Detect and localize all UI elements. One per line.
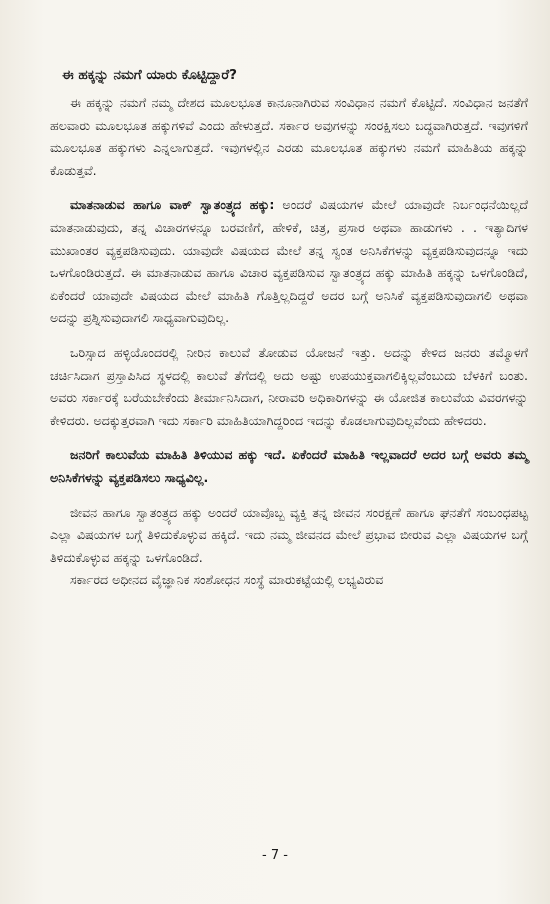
paragraph-freedom-of-speech bbox=[50, 194, 528, 330]
paragraph-right-to-life: ಜೀವನ ಹಾಗೂ ಸ್ವಾತಂತ್ರ್ಯದ ಹಕ್ಕು ಅಂದರೆ ಯಾವೊಬ್ಬ ವ್ಯಕ್ತಿ ತನ್ನ ಜೀವನ ಸಂರಕ್ಷಣೆ ಹಾಗೂ ಘನತೆಗೆ ಸಂಬಂಧಪಟ್ಟ ಎಲ್ಲಾ ವಿಷಯಗಳ ಬಗ್ಗೆ ತಿಳಿದುಕೊಳ್ಳುವ ಹಕ್ಕಿದೆ. ಇದು ನಮ್ಮ ಜೀವನದ ಮೇಲೆ ಪ್ರಭಾವ ಬೀರುವ ಎಲ್ಲಾ ವಿಷಯಗಳ ಬಗ್ಗೆ ತಿಳಿದುಕೊಳ್ಳುವ ಹಕ್ಕನ್ನು ಒಳಗೊಂಡಿದೆ. bbox=[50, 504, 528, 565]
paragraph-constitution: ಈ ಹಕ್ಕನ್ನು ನಮಗೆ ನಮ್ಮ ದೇಶದ ಮೂಲಭೂತ ಕಾನೂನಾಗಿರುವ ಸಂವಿಧಾನ ನಮಗೆ ಕೊಟ್ಟಿದೆ. ಸಂವಿಧಾನ ಜನತೆಗೆ ಹಲವಾರು ಮೂಲಭೂತ ಹಕ್ಕುಗಳಿವೆ ಎಂದು ಹೇಳುತ್ತದೆ. ಸರ್ಕಾರ ಅವುಗಳನ್ನು ಸಂರಕ್ಷಿಸಲು ಬದ್ಧವಾಗಿರುತ್ತದೆ. ಇವುಗಳಿಗೆ ಮೂಲಭೂತ ಹಕ್ಕುಗಳು ಎನ್ನಲಾಗುತ್ತದೆ. ಇವುಗಳಲ್ಲಿನ ಎರಡು ಮೂಲಭೂತ ಹಕ್ಕುಗಳು ನಮಗೆ ಮಾಹಿತಿಯ ಹಕ್ಕನ್ನು ಕೊಡುತ್ತವೆ. bbox=[50, 95, 528, 178]
paragraph-right-to-canal-info: ಜನರಿಗೆ ಕಾಲುವೆಯ ಮಾಹಿತಿ ತಿಳಿಯುವ ಹಕ್ಕು ಇದೆ. ಏಕೆಂದರೆ ಮಾಹಿತಿ ಇಲ್ಲವಾದರೆ ಅದರ ಬಗ್ಗೆ ಅವರು ತಮ್ಮ ಅನಿಸಿಕೆಗಳನ್ನು ವ್ಯಕ್ತಪಡಿಸಲು ಸಾಧ್ಯವಿಲ್ಲ. bbox=[50, 447, 528, 485]
paragraph-text-freedom-of-speech: ಅಂದರೆ ವಿಷಯಗಳ ಮೇಲೆ ಯಾವುದೇ ನಿರ್ಬಂಧನೆಯಿಲ್ಲದೆ ಮಾತನಾಡುವುದು, ತನ್ನ ವಿಚಾರಗಳನ್ನೂ ಬರವಣಿಗೆ, ಹೇಳಿಕೆ, ಚಿತ್ರ, ಪ್ರಸಾರ ಅಥವಾ ಹಾಡುಗಳು . . ಇತ್ಯಾದಿಗಳ ಮುಖಾಂತರ ವ್ಯಕ್ತಪಡಿಸುವುದು. ಯಾವುದೇ ವಿಷಯದ ಮೇಲೆ ತನ್ನ ಸ್ವಂತ ಅನಿಸಿಕೆಗಳನ್ನು ವ್ಯಕ್ತಪಡಿಸುವುದನ್ನೂ ಇದು ಒಳಗೊಂಡಿರುತ್ತದೆ. ಈ ಮಾತನಾಡುವ ಹಾಗೂ ವಿಚಾರ ವ್ಯಕ್ತಪಡಿಸುವ ಸ್ವಾತಂತ್ರ್ಯದ ಹಕ್ಕು ಮಾಹಿತಿ ಹಕ್ಕನ್ನು ಒಳಗೊಂಡಿದೆ, ಏಕೆಂದರೆ ಯಾವುದೇ ವಿಷಯದ ಮೇಲೆ ಮಾಹಿತಿ ಗೊತ್ತಿಲ್ಲದಿದ್ದರೆ ಅದರ ಬಗ್ಗೆ ಅನಿಸಿಕೆ ವ್ಯಕ್ತಪಡಿಸುವುದಾಗಲಿ ಅಥವಾ ಅದನ್ನು ಪ್ರಶ್ನಿಸುವುದಾಗಲಿ ಸಾಧ್ಯವಾಗುವುದಿಲ್ಲ. bbox=[50, 197, 528, 326]
page-content bbox=[50, 64, 528, 592]
paragraph-orissa-example: ಒರಿಸ್ಸಾದ ಹಳ್ಳಿಯೊಂದರಲ್ಲಿ ನೀರಿನ ಕಾಲುವೆ ತೋಡುವ ಯೋಜನೆ ಇತ್ತು. ಅದನ್ನು ಕೇಳಿದ ಜನರು ತಮ್ಮೊಳಗೆ ಚರ್ಚಿಸಿದಾಗ ಪ್ರಸ್ತಾಪಿಸಿದ ಸ್ಥಳದಲ್ಲಿ ಕಾಲುವೆ ತೆಗೆದಲ್ಲಿ ಅದು ಅಷ್ಟು ಉಪಯುಕ್ತವಾಗಲಿಕ್ಕಿಲ್ಲವೆಂಬುದು ಬೆಳಕಿಗೆ ಬಂತು. ಅವರು ಸರ್ಕಾರಕ್ಕೆ ಬರೆಯಬೇಕೆಂದು ತೀರ್ಮಾನಿಸಿದಾಗ, ನೀರಾವರಿ ಅಧಿಕಾರಿಗಳನ್ನು ಈ ಯೋಜಿತ ಕಾಲುವೆಯ ವಿವರಗಳನ್ನು ಕೇಳಿದರು. ಅದಕ್ಕುತ್ತರವಾಗಿ ಇದು ಸರ್ಕಾರಿ ಮಾಹಿತಿಯಾಗಿದ್ದರಿಂದ ಇದನ್ನು ಕೊಡಲಾಗುವುದಿಲ್ಲವೆಂದು ಹೇಳಿದರು. bbox=[50, 344, 528, 428]
section-heading: ಈ ಹಕ್ಕನ್ನು ನಮಗೆ ಯಾರು ಕೊಟ್ಟಿದ್ದಾರೆ? bbox=[62, 67, 237, 83]
page-number: - 7 - bbox=[262, 848, 288, 863]
paragraph-research-institute: ಸರ್ಕಾರದ ಅಧೀನದ ವೈಜ್ಞಾನಿಕ ಸಂಶೋಧನ ಸಂಸ್ಥೆ ಮಾರುಕಟ್ಟೆಯಲ್ಲಿ ಲಭ್ಯವಿರುವ bbox=[70, 572, 384, 588]
paragraph-label-freedom-of-speech: ಮಾತನಾಡುವ ಹಾಗೂ ವಾಕ್ ಸ್ವಾತಂತ್ರ್ಯದ ಹಕ್ಕು: bbox=[70, 197, 275, 213]
